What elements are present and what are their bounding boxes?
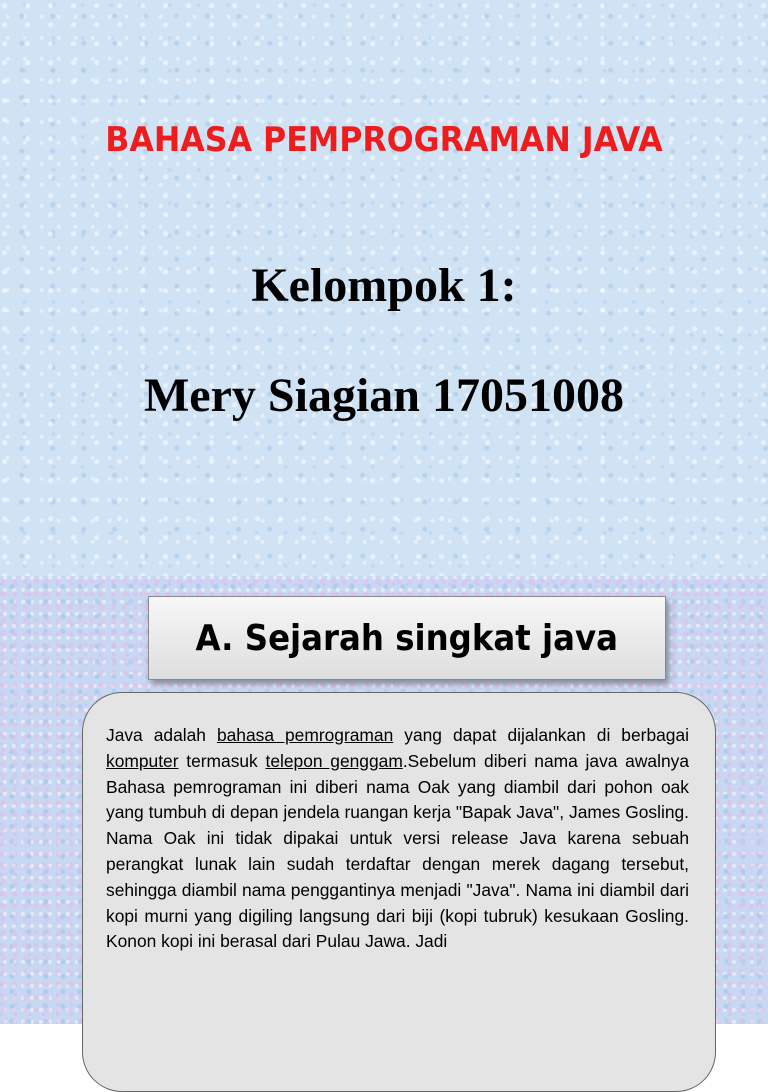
paragraph-text: termasuk — [178, 750, 266, 771]
group-label: Kelompok 1: — [251, 259, 517, 312]
paragraph-link[interactable]: komputer — [106, 750, 179, 771]
content-text-box — [82, 692, 716, 1092]
section-heading-box — [148, 596, 666, 680]
paragraph-text: yang dapat dijalankan di berbagai — [393, 725, 689, 745]
section-heading: A. Sejarah singkat java — [195, 617, 619, 659]
paragraph-text: .Sebelum diberi nama java awalnya Bahasa pemrograman ini diberi nama Oak yang diambil dari pohon oak yang tumbuh di depan jendela ruangan kerja "Bapak Java", James Gosling. Nama Oak ini tidak dipakai untuk versi release Java karena sebuah perangkat lunak lain sudah terdaftar dengan merek dagang tersebut, sehingga diambil nama penggantinya menjadi "Java". Nama ini diambil dari kopi murni yang digiling langsung dari biji (kopi tubruk) kesukaan Gosling. Konon kopi ini berasal dari Pulau Jawa. Jadi — [106, 750, 689, 952]
member-name: Mery Siagian 17051008 — [144, 369, 624, 422]
paragraph-link[interactable]: telepon genggam — [265, 750, 403, 771]
history-paragraph — [106, 723, 689, 955]
paragraph-link[interactable]: bahasa pemrograman — [216, 725, 394, 745]
paragraph-text: Java adalah — [106, 725, 217, 745]
slide-title: BAHASA PEMPROGRAMAN JAVA — [105, 120, 663, 160]
